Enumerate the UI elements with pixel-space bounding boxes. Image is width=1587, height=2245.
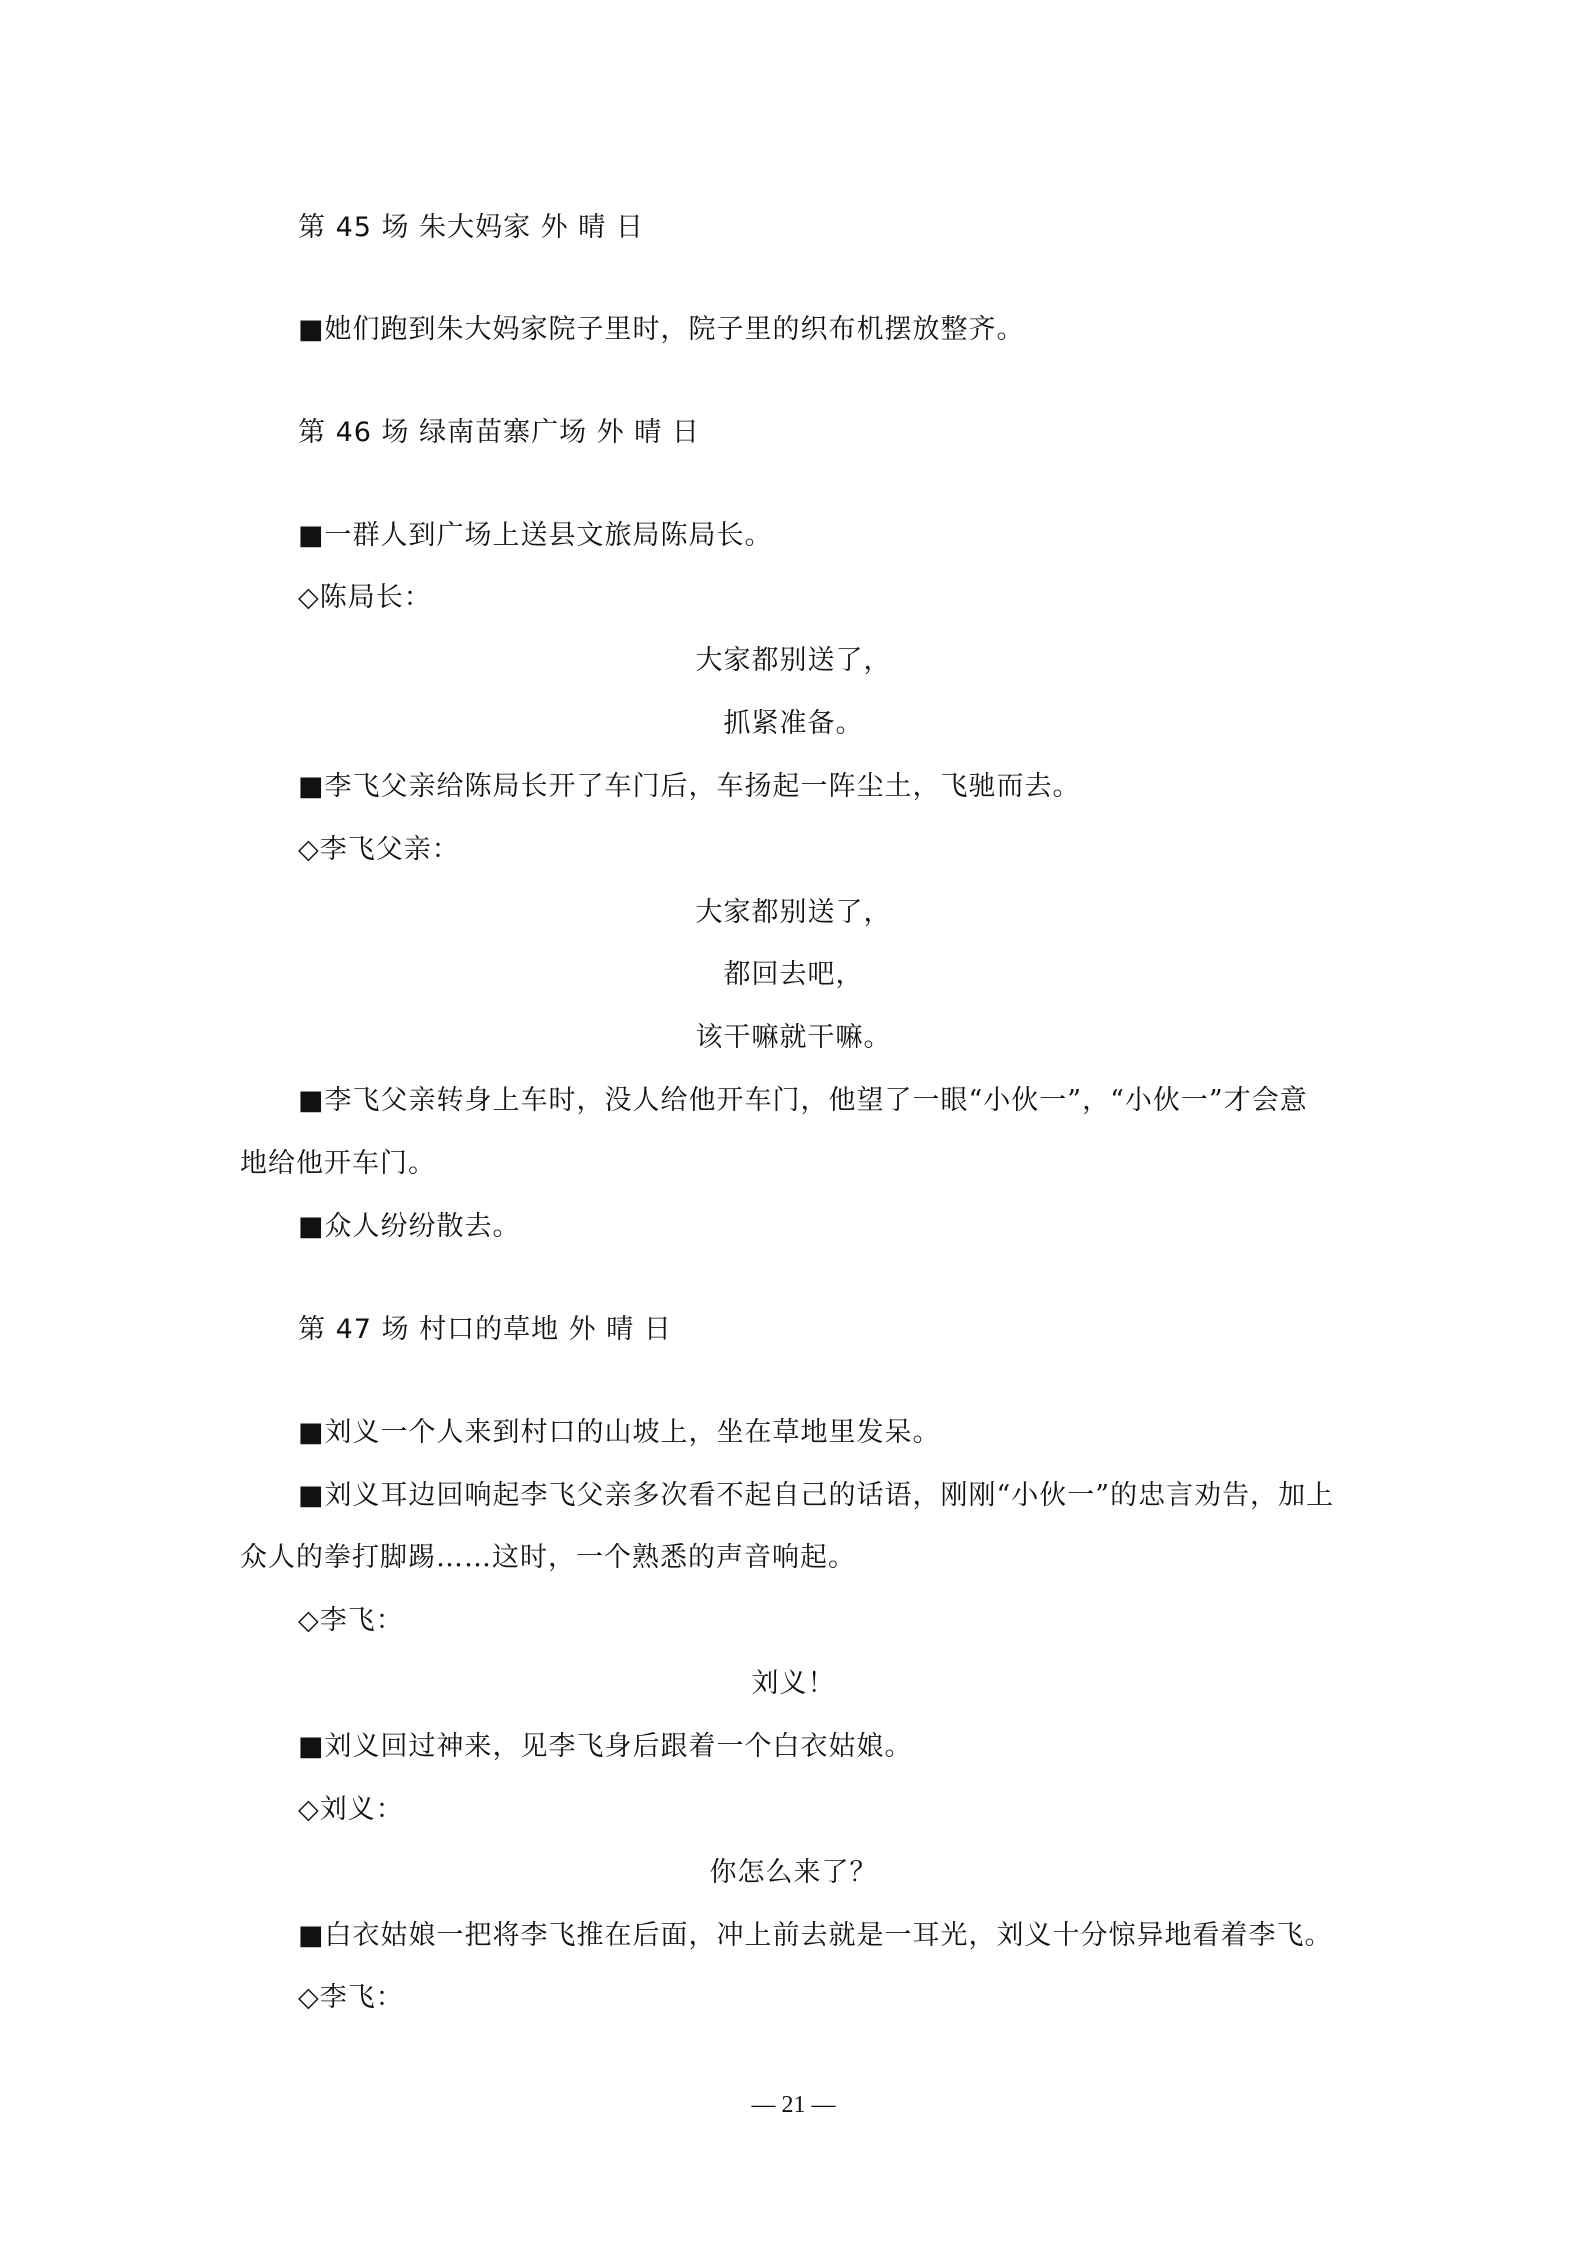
character-cue: ◇陈局长： (298, 582, 432, 613)
scene-heading: 第 45 场 朱大妈家 外 晴 日 (298, 212, 644, 243)
action-line-continuation: 地给他开车门。 (240, 1148, 436, 1179)
dialogue-line: 都回去吧， (723, 959, 864, 990)
scene-heading: 第 47 场 村口的草地 外 晴 日 (298, 1314, 672, 1345)
dialogue-line: 大家都别送了， (695, 645, 892, 676)
dialogue-line: 抓紧准备。 (723, 708, 864, 739)
dialogue-line: 该干嘛就干嘛。 (695, 1022, 892, 1053)
dialogue-line: 你怎么来了？ (709, 1857, 878, 1888)
action-line-continuation: 众人的拳打脚踢……这时，一个熟悉的声音响起。 (240, 1542, 856, 1573)
character-cue: ◇李飞： (298, 1982, 404, 2013)
scene-heading: 第 46 场 绿南苗寨广场 外 晴 日 (298, 417, 700, 448)
action-line: ■刘义一个人来到村口的山坡上，坐在草地里发呆。 (298, 1417, 941, 1448)
action-line: ■李飞父亲给陈局长开了车门后，车扬起一阵尘土，飞驰而去。 (298, 771, 1081, 802)
character-cue: ◇李飞父亲： (298, 834, 460, 865)
dialogue-line: 大家都别送了， (695, 897, 892, 928)
action-line: ■李飞父亲转身上车时，没人给他开车门，他望了一眼“小伙一”，“小伙一”才会意 (298, 1085, 1308, 1116)
dialogue-line: 刘义！ (751, 1668, 836, 1699)
character-cue: ◇李飞： (298, 1605, 404, 1636)
action-line: ■她们跑到朱大妈家院子里时，院子里的织布机摆放整齐。 (298, 314, 1025, 345)
action-line: ■众人纷纷散去。 (298, 1211, 521, 1242)
action-line: ■白衣姑娘一把将李飞推在后面，冲上前去就是一耳光，刘义十分惊异地看着李飞。 (298, 1920, 1333, 1951)
action-line: ■一群人到广场上送县文旅局陈局长。 (298, 520, 773, 551)
action-line: ■刘义回过神来，见李飞身后跟着一个白衣姑娘。 (298, 1731, 913, 1762)
page-number: — 21 — (751, 2092, 836, 2118)
action-line: ■刘义耳边回响起李飞父亲多次看不起自己的话语，刚刚“小伙一”的忠言劝告，加上 (298, 1480, 1335, 1511)
character-cue: ◇刘义： (298, 1794, 404, 1825)
